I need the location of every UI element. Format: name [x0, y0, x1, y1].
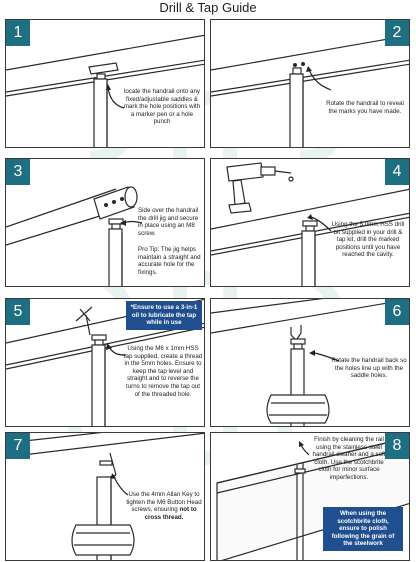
- step-4-instruction: Using the 5.0mm HSS drill bit supplied in your drill & tap kit, drill the marked positions until you have reached the cavity.: [331, 221, 405, 259]
- step-1-instruction: locate the handrail onto any fixed/adjustable saddles & mark the hole positions with a marker pen or a hole punch: [123, 88, 201, 126]
- step-3-badge: 3: [6, 159, 30, 185]
- step-1-panel: [5, 19, 205, 148]
- step-1-badge: 1: [6, 20, 30, 46]
- step-3-pro-tip: Pro Tip: The jig helps maintain a straight and accurate hole for the fixings.: [138, 246, 201, 276]
- step-3-instruction: Side over the handrail the drill jig and secure in place using an M8 screw.: [138, 207, 199, 237]
- step-8-instruction: Finish by cleaning the rail using the stainless steel handrail cleaner and a soft cloth. Use the scotchbrite cloth for minor surface imperfections.: [312, 436, 386, 481]
- step-6-badge: 6: [385, 299, 409, 325]
- step-8-panel: [210, 432, 410, 561]
- step-4-panel: [210, 158, 410, 287]
- step-2-badge: 2: [385, 20, 409, 46]
- step-5-badge: 5: [6, 299, 30, 325]
- step-1-illustration: [6, 20, 205, 148]
- step-2-panel: [210, 19, 410, 148]
- step-7-panel: [5, 432, 205, 561]
- step-7-instruction: [124, 491, 204, 521]
- step-4-badge: 4: [385, 159, 409, 185]
- step-8-badge: 8: [385, 433, 409, 459]
- step-2-illustration: [211, 20, 410, 148]
- step-5-instruction: Using the M6 x 1mm HSS tap supplied, create a thread in the 5mm holes. Ensure to keep the tap level and straight and to reverse the turns to remove the tap out of the threaded hole.: [123, 345, 203, 398]
- step-6-instruction: Rotate the handrail back so the holes line up with the saddle holes.: [331, 357, 407, 380]
- page-title: Drill & Tap Guide: [159, 0, 257, 15]
- step-3-panel: [5, 158, 205, 287]
- step-6-panel: [210, 298, 410, 427]
- step-5-callout: *Ensure to use a 3-in-1 oil to lubricate the tap while in use: [126, 301, 202, 330]
- step-8-callout: When using the scotchbrite cloth, ensure to polish following the grain of the steelwork: [323, 507, 403, 551]
- step-5-panel: [5, 298, 205, 427]
- step-7-badge: 7: [6, 433, 30, 459]
- step-7-emphasis: not to cross thread.: [144, 506, 197, 521]
- step-7-instruction-text: Use the 4mm Allan Key to tighten the M6 Button Head screws, ensuring: [126, 491, 202, 514]
- step-2-instruction: Rotate the handrail to reveal the marks you have made.: [326, 100, 404, 115]
